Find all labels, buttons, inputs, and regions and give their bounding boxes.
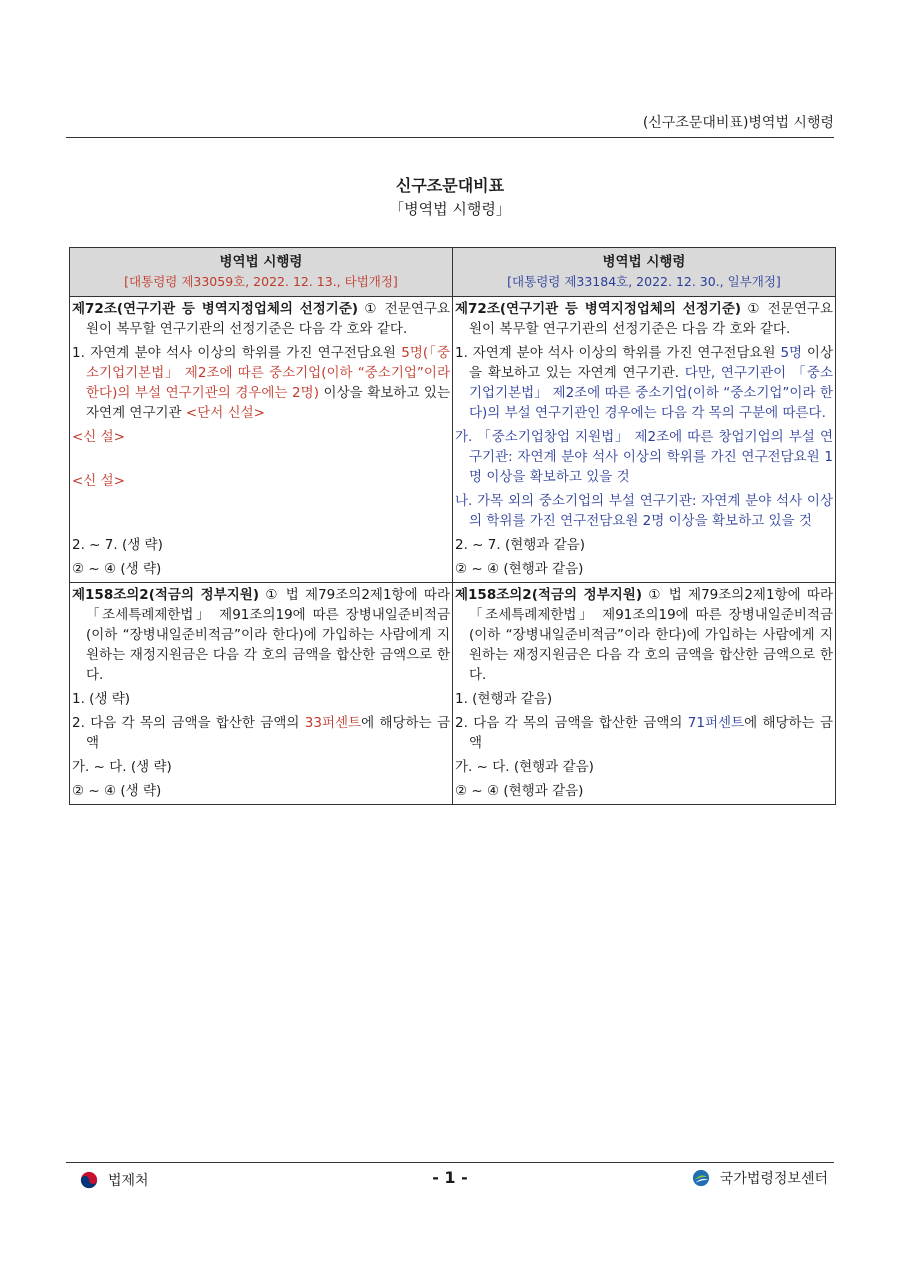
item-1: 1. (생 략) [72,691,131,707]
subitem-ga: 가. 「중소기업창업 지원법」 제2조에 따른 창업기업의 부설 연구기관: 자연계 분야 석사 이상의 학위를 가진 연구전담요원 1명 이상을 확보하고 있을 것 [455,429,833,485]
document-subtitle: 「병역법 시행령」 [389,200,511,218]
subitems-ga-da: 가. ~ 다. (생 략) [72,759,172,775]
item-2: 2. 다음 각 목의 금액을 합산한 금액의 33퍼센트에 해당하는 금액 [72,715,450,751]
new-insert-marker: <신 설> [72,473,125,489]
new-article-158-2 [453,583,836,805]
article-heading: 제158조의2(적금의 정부지원) ① 법 제79조의2제1항에 따라 「조세특례제한법」 제91조의19에 따른 장병내일준비적금(이하 “장병내일준비적금”이라 한다)에 가입하는 사람에게 지원하는 재정지원금은 다음 각 호의 금액을 합산한 금액으로 한다. [72,587,450,683]
old-article-72 [70,297,453,583]
item-1: 1. 자연계 분야 석사 이상의 학위를 가진 연구전담요원 5명(「중소기업기본법」 제2조에 따른 중소기업(이하 “중소기업”이라 한다)의 부설 연구기관의 경우에는 2명) 이상을 확보하고 있는 자연계 연구기관 <단서 신설> [72,345,451,421]
new-insert-marker: <신 설> [72,429,125,445]
header-title: (신구조문대비표)병역법 시행령 [642,115,834,131]
subitem-na: 나. 가목 외의 중소기업의 부설 연구기관: 자연계 분야 석사 이상의 학위를 가진 연구전담요원 2명 이상을 확보하고 있을 것 [455,493,833,529]
paragraphs-2-4: ② ~ ④ (생 략) [72,783,162,799]
deleted-text: 5명(「중소기업기본법」 제2조에 따른 중소기업(이하 “중소기업”이라 한다)의 부설 연구기관의 경우에는 2명) [86,345,450,401]
table-row [70,297,836,583]
table-row [70,583,836,805]
header-rule [66,137,834,138]
footer-left-text: 법제처 [108,1173,149,1189]
old-column-header [70,248,453,297]
old-law-title: 병역법 시행령 [219,254,303,270]
deleted-text: <단서 신설> [185,405,265,421]
comparison-table [69,247,836,805]
article-heading: 제72조(연구기관 등 병역지정업체의 선정기준) ① 전문연구요원이 복무할 연구기관의 선정기준은 다음 각 호와 같다. [72,301,451,337]
footer-right [692,1168,828,1188]
article-heading: 제158조의2(적금의 정부지원) ① 법 제79조의2제1항에 따라 「조세특례제한법」 제91조의19에 따른 장병내일준비적금(이하 “장병내일준비적금”이라 한다)에 가입하는 사람에게 지원하는 재정지원금은 다음 각 호의 금액을 합산한 금액으로 한다. [455,587,833,683]
item-1: 1. 자연계 분야 석사 이상의 학위를 가진 연구전담요원 5명 이상을 확보하고 있는 자연계 연구기관. 다만, 연구기관이 「중소기업기본법」 제2조에 따른 중소기업(이하 “중소기업”이라 한다)의 부설 연구기관인 경우에는 다음 각 목의 구분에 따른다. [455,345,833,421]
old-article-158-2 [70,583,453,805]
new-article-72 [453,297,836,583]
amended-text: 다만, 연구기관이 「중소기업기본법」 제2조에 따른 중소기업(이하 “중소기업”이라 한다)의 부설 연구기관인 경우에는 다음 각 목의 구분에 따른다. [469,365,833,421]
paragraphs-2-4: ② ~ ④ (현행과 같음) [455,561,584,577]
globe-logo-icon [692,1169,710,1187]
footer-right-text: 국가법령정보센터 [719,1171,828,1187]
document-title: 신구조문대비표 [395,176,505,195]
new-law-version: [대통령령 제33184호, 2022. 12. 30., 일부개정] [507,274,781,289]
paragraphs-2-4: ② ~ ④ (생 략) [72,561,162,577]
paragraphs-2-4: ② ~ ④ (현행과 같음) [455,783,584,799]
items-2-7: 2. ~ 7. (현행과 같음) [455,537,585,553]
item-2: 2. 다음 각 목의 금액을 합산한 금액의 71퍼센트에 해당하는 금액 [455,715,833,751]
amended-text: 5명 [780,345,803,361]
footer-rule [66,1162,834,1163]
deleted-text: 33퍼센트 [304,715,362,731]
subitems-ga-da: 가. ~ 다. (현행과 같음) [455,759,594,775]
amended-text: 71퍼센트 [687,715,745,731]
new-column-header [453,248,836,297]
page-number: - 1 - [432,1168,468,1187]
item-1: 1. (현행과 같음) [455,691,553,707]
article-heading: 제72조(연구기관 등 병역지정업체의 선정기준) ① 전문연구요원이 복무할 연구기관의 선정기준은 다음 각 호와 같다. [455,301,834,337]
old-law-version: [대통령령 제33059호, 2022. 12. 13., 타법개정] [124,274,398,289]
items-2-7: 2. ~ 7. (생 략) [72,537,163,553]
table-header-row [70,248,836,297]
new-law-title: 병역법 시행령 [602,254,686,270]
